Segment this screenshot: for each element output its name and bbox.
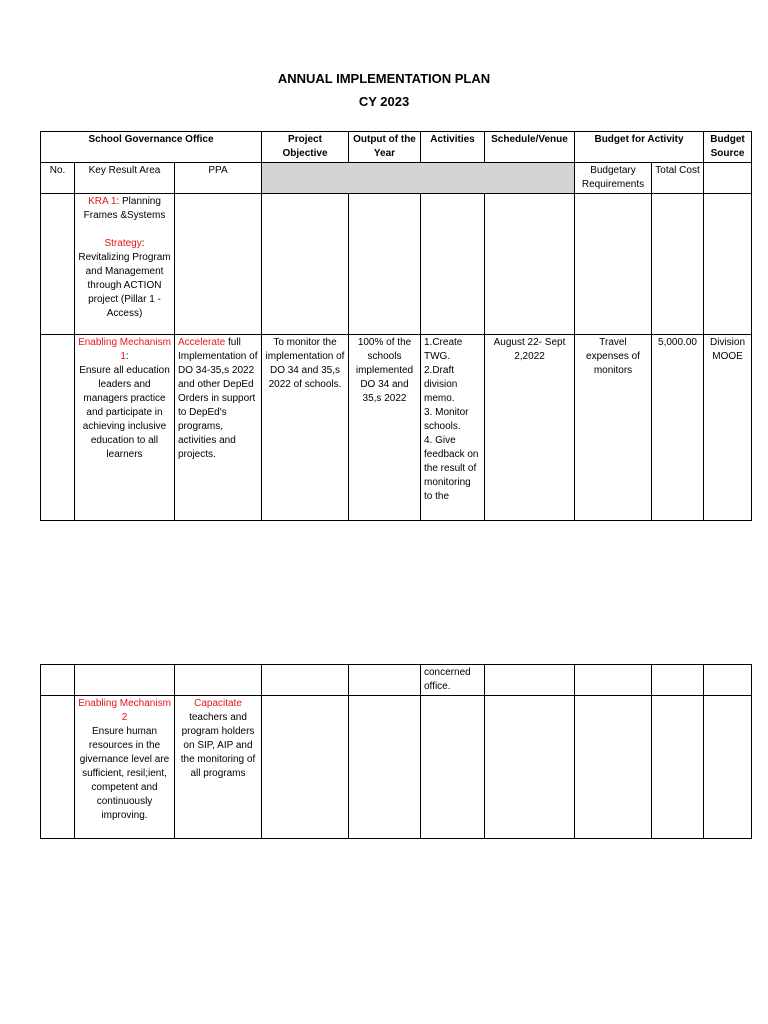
cell-total-cost: 5,000.00 <box>652 335 704 521</box>
header-budget-source: Budget Source <box>704 132 752 163</box>
strategy-colon: : <box>141 238 145 249</box>
table-row <box>41 194 752 335</box>
cell-enabling-mechanism <box>75 696 175 839</box>
cell-activities: concerned office. <box>421 665 485 696</box>
document-year: CY 2023 <box>358 94 410 109</box>
header-output: Output of the Year <box>349 132 421 163</box>
cell-enabling-mechanism <box>75 335 175 521</box>
header-ppa: PPA <box>175 163 262 194</box>
header-objective: Project Objective <box>262 132 349 163</box>
header-shaded-cell <box>262 163 575 194</box>
header-kra: Key Result Area <box>75 163 175 194</box>
ppa-label: Accelerate <box>178 337 226 348</box>
cell-no <box>41 194 75 335</box>
em-label: Enabling Mechanism 2 <box>78 698 171 723</box>
implementation-plan-table <box>40 131 752 521</box>
table-row <box>41 665 752 696</box>
cell-ppa <box>175 696 262 839</box>
header-row-2 <box>41 163 752 194</box>
table-row <box>41 696 752 839</box>
implementation-plan-table-continued <box>40 664 752 839</box>
table-row <box>41 335 752 521</box>
em-colon: : <box>125 351 129 362</box>
header-no: No. <box>41 163 75 194</box>
header-office: School Governance Office <box>41 132 262 163</box>
header-activities: Activities <box>421 132 485 163</box>
em-label: Enabling Mechanism 1 <box>78 337 171 362</box>
header-row-1 <box>41 132 752 163</box>
strategy-label: Strategy <box>104 238 142 249</box>
cell-budgetary-requirements: Travel expenses of monitors <box>575 335 652 521</box>
cell-no <box>41 335 75 521</box>
kra-text: : Planning Frames &Systems <box>83 196 166 221</box>
cell-budget-source: Division MOOE <box>704 335 752 521</box>
em-text: Ensure human resources in the givernance level are sufficient, resil;ient, competent and continuously improving. <box>79 726 170 821</box>
ppa-text: full Implementation of DO 34-35,s 2022 and other DepEd Orders in support to DepEd's programs, activities and projects. <box>178 337 258 460</box>
header-budgetary-requirements: Budgetary Requirements <box>575 163 652 194</box>
cell-no <box>41 696 75 839</box>
header-total-cost: Total Cost <box>652 163 704 194</box>
cell-objective: To monitor the implementation of DO 34 and 35,s 2022 of schools. <box>262 335 349 521</box>
header-budget-for-activity: Budget for Activity <box>575 132 704 163</box>
header-empty <box>704 163 752 194</box>
header-schedule: Schedule/Venue <box>485 132 575 163</box>
cell-kra <box>75 194 175 335</box>
cell-activities: 1.Create TWG. 2.Draft division memo. 3. Monitor schools. 4. Give feedback on the result of monitoring to the <box>421 335 485 521</box>
kra-label: KRA 1 <box>88 196 117 207</box>
strategy-text: Revitalizing Program and Management through ACTION project (Pillar 1 - Access) <box>78 252 171 319</box>
ppa-text: teachers and program holders on SIP, AIP and the monitoring of all programs <box>180 712 256 779</box>
cell-output: 100% of the schools implemented DO 34 and 35,s 2022 <box>349 335 421 521</box>
cell-schedule: August 22- Sept 2,2022 <box>485 335 575 521</box>
ppa-label: Capacitate <box>194 698 242 709</box>
document-title: ANNUAL IMPLEMENTATION PLAN <box>277 71 491 86</box>
cell-ppa <box>175 335 262 521</box>
em-text: Ensure all education leaders and managers practice and participate in achieving inclusive education to all learners <box>79 365 170 460</box>
